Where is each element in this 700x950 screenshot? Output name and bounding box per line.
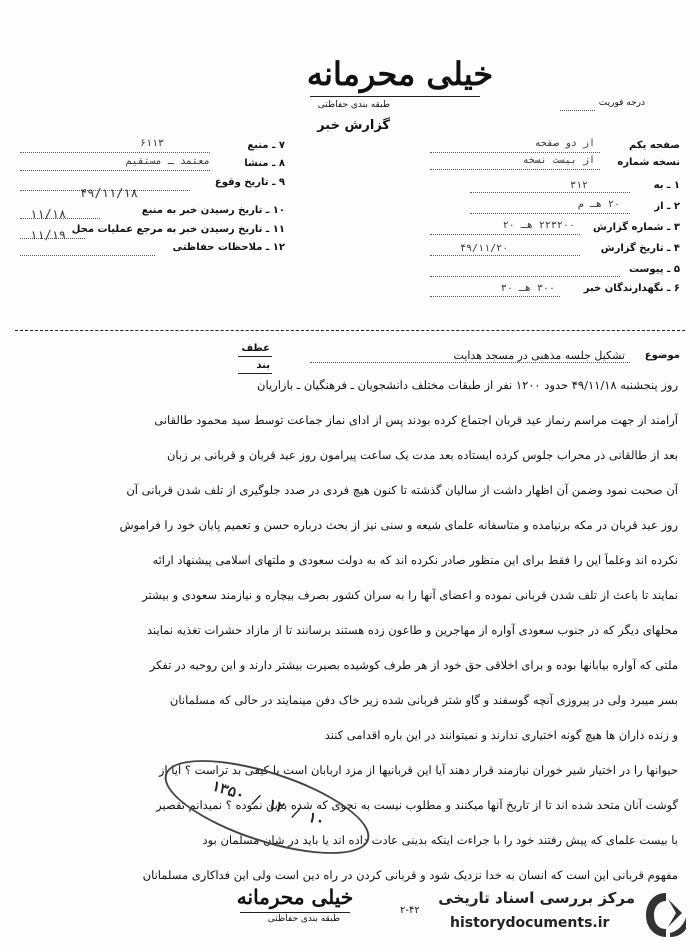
report-type: گزارش خبر [317,118,390,133]
right-field-value: ۲۲۳۲۰۰ هـ ۲۰ [502,220,575,231]
subject-label: موضوع [644,350,680,361]
right-field-label: ۴ ـ تاریخ گزارش [600,243,680,254]
left-field-value: ۱۱/۱۸ [30,207,67,221]
left-field-value: معتمد ـ مستقیم [125,156,210,167]
watermark [430,885,695,945]
right-field-label: صفحه یکم [628,140,680,151]
body-line: نکرده اند وعلماً این را فقط برای این منظور صادر نکرده اند که به دولت سعودی و ملتهای اسلامی پیشنهاد ارائه [152,553,678,567]
archive-logo-icon [642,889,690,941]
date-stamp [154,741,379,874]
right-field-label: ۵ ـ پیوست [628,264,680,275]
header-title-underline [310,96,480,97]
right-field-value: از دو صفحه [534,138,595,149]
left-field-label: ۹ ـ تاریخ وقوع [214,177,285,188]
stamp-date: ۱۳۵۰ / ۱۲ / ۱۰ [209,778,327,830]
watermark-org: مرکز بررسی اسناد تاریخی [438,889,635,907]
left-field-label: ۱۰ ـ تاریخ رسیدن خبر به منبع [141,205,285,216]
body-line: و زنده داران ها هیچ گونه اختیاری ندارند و نمیتوانند در این باره اقدامی کنند [324,728,678,742]
right-field-label: ۲ ـ از [654,201,680,212]
page-number: ۲-۴۲ [400,905,420,916]
watermark-site: historydocuments.ir [450,915,610,931]
footer-title: خیلی محرمانه [236,885,354,909]
right-field-label: ۱ ـ به [653,180,680,191]
footer-classification: طبقه بندی حفاظتی [267,914,340,924]
body-line: ملتی که آواره بیابانها بوده و برای اخلاقی حق خود از هر طرف کوشیده بصیرت بیشتر دارند و این روحیه در تفکر [149,658,678,672]
right-field-label: ۳ ـ شماره گزارش [593,222,680,233]
body-line: مفهوم قربانی این است که انسان به خدا نزدیک شود و قربانی کردن در راه دین است ولی این فداکاری مسلمانان [142,868,678,882]
header-title: خیلی محرمانه [306,55,494,93]
header-classification: طبقه بندی حفاظتی [317,100,390,110]
left-field-label: ۱۲ ـ ملاحظات حفاظتی [172,242,285,253]
right-field-label: ۶ ـ نگهدارندگان خبر [583,283,680,294]
body-line: حیوانها را در اختیار شیر خوران نیازمند قرار دهند آیا این قربانیها از مزد اربابان است یا کیفی بد تراست ؟ آیا از [158,763,678,777]
body-line: آرامند از جهت مراسم رنماز عید قربان اجتماع کرده بودند پس از ادای نماز جماعت توسط سید محمود طالقانی [154,413,678,427]
body-line: با بیست علمای که پیش رفتند خود را با جراءت اینکه بدینی عادت داده اند یا باید در شان مسلمان بود [202,833,678,847]
right-field-value: از بیست نسخه [522,155,595,166]
right-field-value: ۳۱۲ [570,180,589,191]
priority-line [560,110,595,111]
body-line: آن صحبت نمود وضمن آن اظهار داشت از سالیان گذشته تا کنون هیچ فردی در صدد جلوگیری از تلف شدن قربانی آن [126,483,678,497]
body-line: نمایند تا باعث از تلف شدن قربانی نموده و اعضای آنها را به سران کشور بصرف بیچاره و نیازمند سعودی و بیشتر [142,588,678,602]
left-field-label: ۷ ـ منبع [247,140,285,151]
left-field-value: ۴۹/۱۱/۱۸ [80,186,138,200]
left-field-label: ۸ ـ منشا [244,158,285,169]
left-field-value: ۶۱۱۳ [140,138,165,149]
subject-text: تشکیل جلسه مذهبی در مسجد هدایت [453,349,625,362]
body-line: روز عید قربان در مکه برنیامده و متاسفانه علمای شیعه و سنی نیز از بحث درباره حسن و تعمیم پایان خود را فراموش [119,518,678,532]
right-field-value: ۴۹/۱۱/۲۰ [460,243,509,254]
reference-label: عطف [241,343,270,354]
left-field-value: ۱۱/۱۹ [30,228,67,242]
body-line: بعد از طالقانی در محراب جلوس کرده ایستاده بعد مدت یک ساعت پیرامون روز عید قربان و قربانی بر زبان [166,448,678,462]
right-field-value: ۳۰۰ هـ ۳۰ [500,283,555,294]
right-field-label: نسخه شماره [617,157,680,168]
body-line: روز پنجشنبه ۴۹/۱۱/۱۸ حدود ۱۲۰۰ نفر از طبقات مختلف دانشجویان ـ فرهنگیان ـ بازاریان [257,378,678,392]
reference-value: بند [256,360,270,371]
right-field-value: ۲۰ هـ م [577,199,620,210]
priority-label: درجه فوریت [598,98,645,108]
body-line: گوشت آنان متحد شده اند تا از تاریخ آنها میکنند و مطلوب نیست به نحوی که شده بدین نموده ؟ نمیدانم تقصیر [156,798,678,812]
left-field-label: ۱۱ ـ تاریخ رسیدن خبر به مرجع عملیات محل [71,224,285,235]
header-separator [15,330,685,331]
body-line: بسر میبرد ولی در پیروزی آنچه گوسفند و گاو شتر قربانی شده زیر خاک دفن مینمایند در حالی که مسلمانان [169,693,678,707]
body-line: محلهای دیگر که در جنوب سعودی آواره از مهاجرین و طاعون زده هستند برسانند تا از مازاد حشرات تغذیه نمایند [146,623,678,637]
